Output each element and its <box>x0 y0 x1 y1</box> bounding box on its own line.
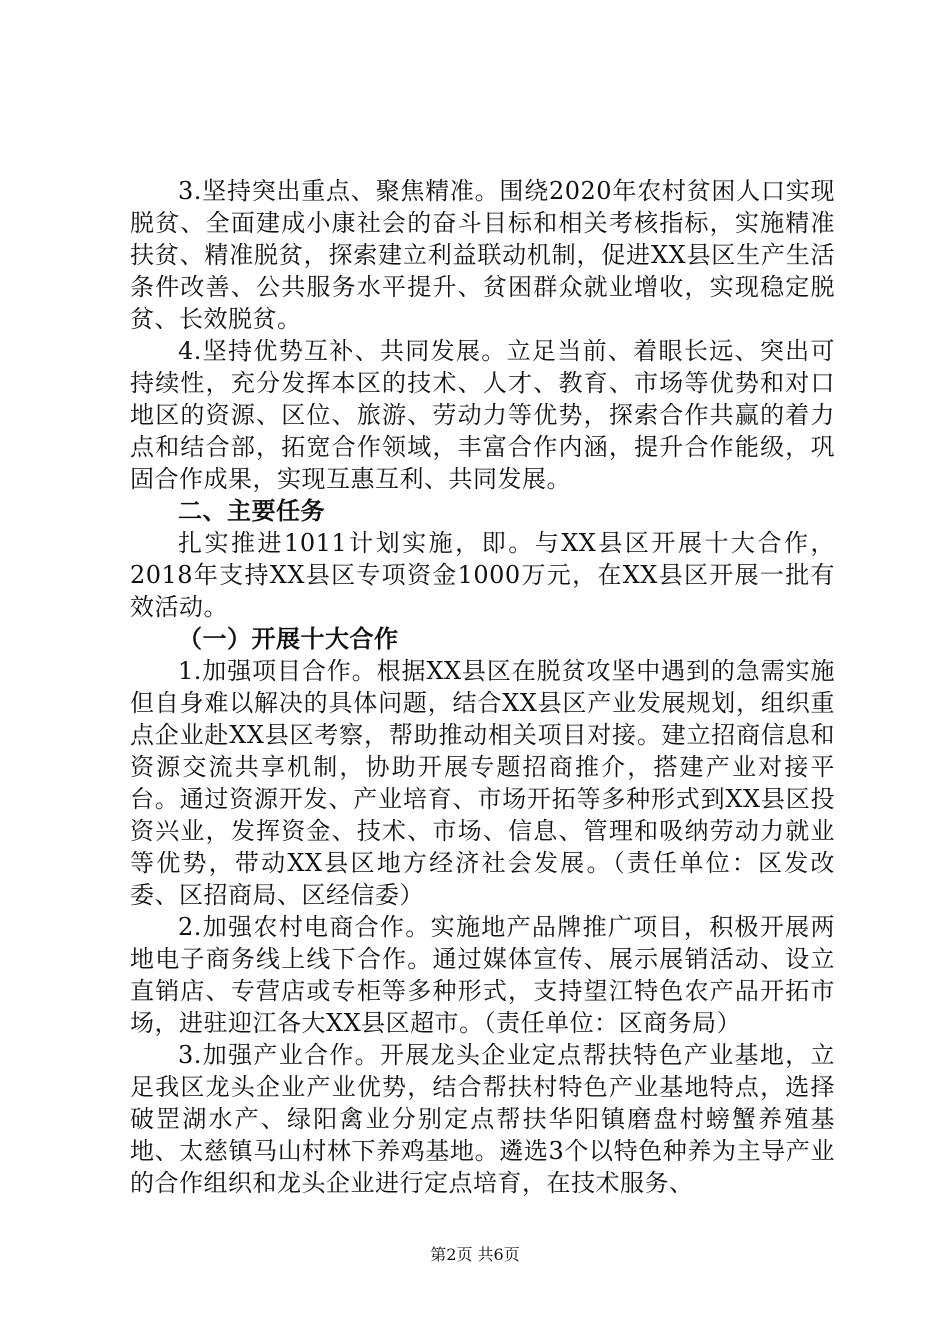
section-heading-main-tasks: 二、主要任务 <box>178 497 325 525</box>
paragraph-project-cooperation: 1.加强项目合作。根据XX县区在脱贫攻坚中遇到的急需实施但自身难以解决的具体问题，结合XX县区产业发展规划，组织重点企业赴XX县区考察，帮助推动相关项目对接。建立招商信息和资源交流共享机制，协助开展专题招商推介，搭建产业对接平台。通过资源开发、产业培育、市场开拓等多种形式到XX县区投资兴业，发挥资金、技术、市场、信息、管理和吸纳劳动力就业等优势，带动XX县区地方经济社会发展。（责任单位：区发改委、区招商局、区经信委） <box>130 657 835 909</box>
document-body <box>130 175 835 1199</box>
paragraph-item-4: 4.坚持优势互补、共同发展。立足当前、着眼长远、突出可持续性，充分发挥本区的技术、人才、教育、市场等优势和对口地区的资源、区位、旅游、劳动力等优势，探索合作共赢的着力点和结合部，拓宽合作领域，丰富合作内涵，提升合作能级，巩固合作成果，实现互惠互利、共同发展。 <box>130 337 835 493</box>
paragraph-item-3: 3.坚持突出重点、聚焦精准。围绕2020年农村贫困人口实现脱贫、全面建成小康社会的奋斗目标和相关考核指标，实施精准扶贫、精准脱贫，探索建立利益联动机制，促进XX县区生产生活条件改善、公共服务水平提升、贫困群众就业增收，实现稳定脱贫、长效脱贫。 <box>130 177 835 333</box>
paragraph-intro-1011: 扎实推进1011计划实施，即。与XX县区开展十大合作，2018年支持XX县区专项资金1000万元，在XX县区开展一批有效活动。 <box>130 529 835 621</box>
paragraph-ecommerce-cooperation: 2.加强农村电商合作。实施地产品牌推广项目，积极开展两地电子商务线上线下合作。通过媒体宣传、展示展销活动、设立直销店、专营店或专柜等多种形式，支持望江特色农产品开拓市场，进驻迎江各大XX县区超市。（责任单位：区商务局） <box>130 913 835 1037</box>
subsection-heading-ten-cooperations: （一）开展十大合作 <box>178 625 399 653</box>
page-number-footer: 第2页 共6页 <box>430 1245 520 1264</box>
paragraph-industry-cooperation: 3.加强产业合作。开展龙头企业定点帮扶特色产业基地，立足我区龙头企业产业优势，结合帮扶村特色产业基地特点，选择破罡湖水产、绿阳禽业分别定点帮扶华阳镇磨盘村螃蟹养殖基地、太慈镇马山村林下养鸡基地。遴选3个以特色种养为主导产业的合作组织和龙头企业进行定点培育，在技术服务、 <box>130 1041 835 1197</box>
